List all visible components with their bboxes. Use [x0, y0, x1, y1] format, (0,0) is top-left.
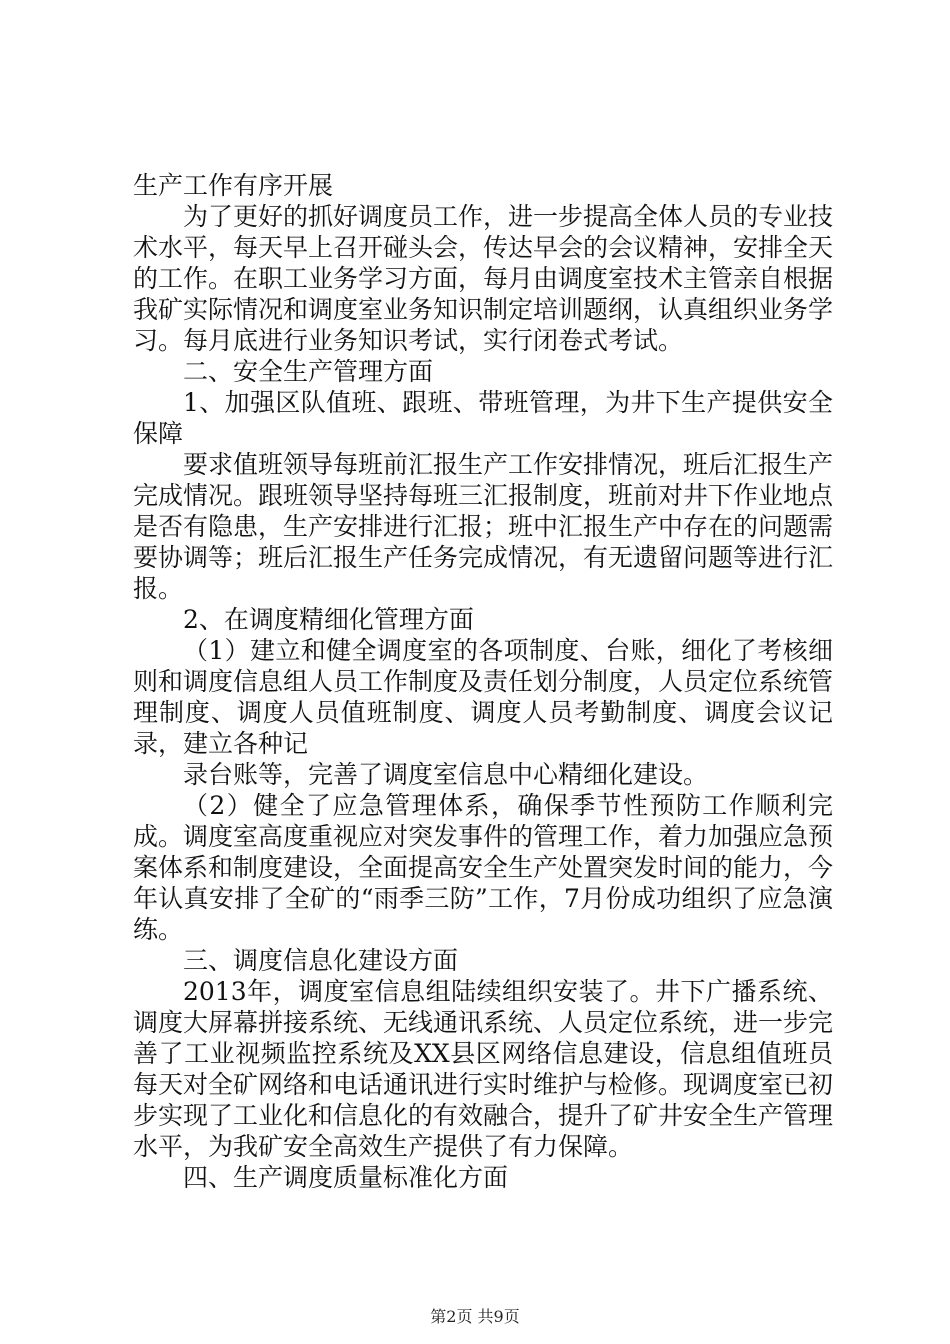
paragraph-continuation: 生产工作有序开展 — [133, 171, 334, 200]
subheading-shift-management: 1、加强区队值班、跟班、带班管理，为井下生产提供安全保障 — [133, 388, 833, 448]
paragraph-systems-ledgers: （1）建立和健全调度室的各项制度、台账，细化了考核细则和调度信息组人员工作制度及责任划分制度，人员定位系统管理制度、调度人员值班制度、调度人员考勤制度、调度会议记录，建立各种记 — [133, 636, 834, 758]
paragraph-shift-reporting: 要求值班领导每班前汇报生产工作安排情况，班后汇报生产完成情况。跟班领导坚持每班三汇报制度，班前对井下作业地点是否有隐患，生产安排进行汇报；班中汇报生产中存在的问题需要协调等；班后汇报生产任务完成情况，有无遗留问题等进行汇报。 — [133, 450, 834, 603]
section-heading-standardization: 四、生产调度质量标准化方面 — [183, 1163, 509, 1192]
document-body — [133, 170, 833, 1193]
paragraph-informatization: 2013年，调度室信息组陆续组织安装了。井下广播系统、调度大屏幕拼接系统、无线通讯系统、人员定位系统，进一步完善了工业视频监控系统及XX县区网络信息建设，信息组值班员每天对全矿网络和电话通讯进行实时维护与检修。现调度室已初步实现了工业化和信息化的有效融合，提升了矿井安全生产管理水平，为我矿安全高效生产提供了有力保障。 — [133, 977, 834, 1161]
section-heading-informatization: 三、调度信息化建设方面 — [183, 946, 459, 975]
paragraph-ledger-continuation: 录台账等，完善了调度室信息中心精细化建设。 — [183, 760, 709, 789]
paragraph-staff-training: 为了更好的抓好调度员工作，进一步提高全体人员的专业技术水平，每天早上召开碰头会，传达早会的会议精神，安排全天的工作。在职工业务学习方面，每月由调度室技术主管亲自根据我矿实际情况和调度室业务知识制定培训题纲，认真组织业务学习。每月底进行业务知识考试，实行闭卷式考试。 — [133, 202, 834, 355]
page-number-footer: 第2页 共9页 — [430, 1307, 520, 1326]
paragraph-emergency-management: （2）健全了应急管理体系，确保季节性预防工作顺利完成。调度室高度重视应对突发事件的管理工作，着力加强应急预案体系和制度建设，全面提高安全生产处置突发时间的能力，今年认真安排了全矿的“雨季三防”工作，7月份成功组织了应急演练。 — [133, 791, 834, 944]
subheading-refined-management: 2、在调度精细化管理方面 — [183, 605, 474, 634]
section-heading-safety: 二、安全生产管理方面 — [183, 357, 434, 386]
